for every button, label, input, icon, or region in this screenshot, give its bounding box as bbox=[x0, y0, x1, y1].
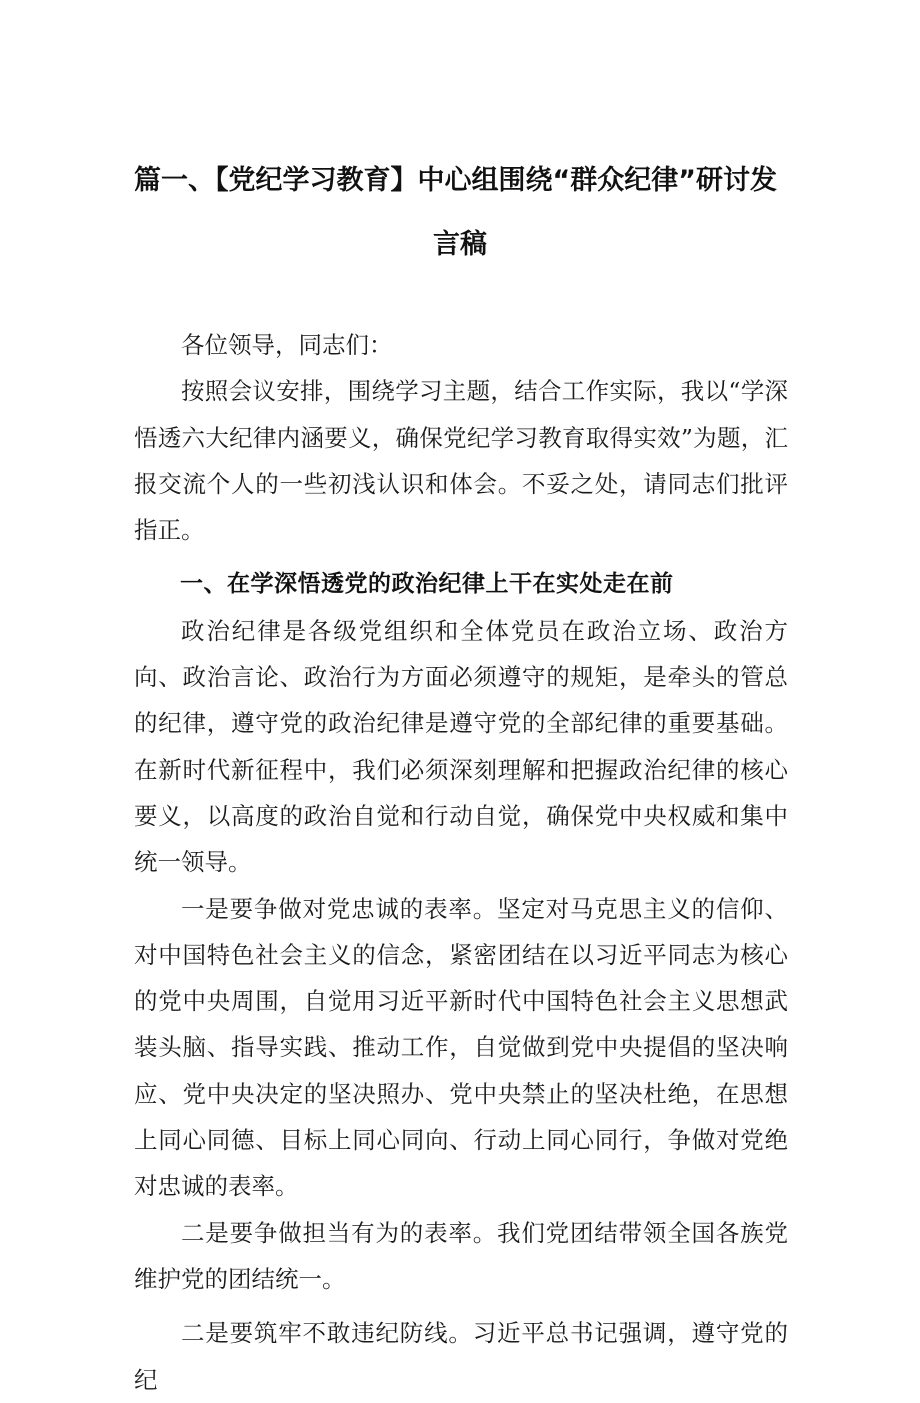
body-paragraph: 按照会议安排，围绕学习主题，结合工作实际，我以“学深悟透六大纪律内涵要义，确保党纪学习教育取得实效”为题，汇报交流个人的一些初浅认识和体会。不妥之处，请同志们批评指正。 bbox=[134, 377, 788, 545]
body-paragraph: 二是要争做担当有为的表率。我们党团结带领全国各族党维护党的团结统一。 bbox=[134, 1218, 788, 1293]
document-title-line-1: 篇一、【党纪学习教育】中心组围绕“群众纪律”研讨发 bbox=[134, 165, 777, 196]
body-paragraph: 一是要争做对党忠诚的表率。坚定对马克思主义的信仰、对中国特色社会主义的信念，紧密团结在以习近平同志为核心的党中央周围，自觉用习近平新时代中国特色社会主义思想武装头脑、指导实践、推动工作，自觉做到党中央提倡的坚决响应、党中央决定的坚决照办、党中央禁止的坚决杜绝，在思想上同心同德、目标上同心同向、行动上同心同行，争做对党绝对忠诚的表率。 bbox=[134, 894, 788, 1201]
body-paragraph: 二是要筑牢不敢违纪防线。习近平总书记强调，遵守党的纪 bbox=[134, 1319, 788, 1394]
section-heading: 一、在学深悟透党的政治纪律上干在实处走在前 bbox=[180, 571, 674, 598]
document-title-line-2: 言稿 bbox=[433, 229, 487, 260]
salutation: 各位领导，同志们： bbox=[181, 331, 393, 359]
body-paragraph: 政治纪律是各级党组织和全体党员在政治立场、政治方向、政治言论、政治行为方面必须遵守的规矩，是牵头的管总的纪律，遵守党的政治纪律是遵守党的全部纪律的重要基础。在新时代新征程中，我们必须深刻理解和把握政治纪律的核心要义，以高度的政治自觉和行动自觉，确保党中央权威和集中统一领导。 bbox=[134, 616, 788, 877]
document-body bbox=[134, 322, 788, 1403]
